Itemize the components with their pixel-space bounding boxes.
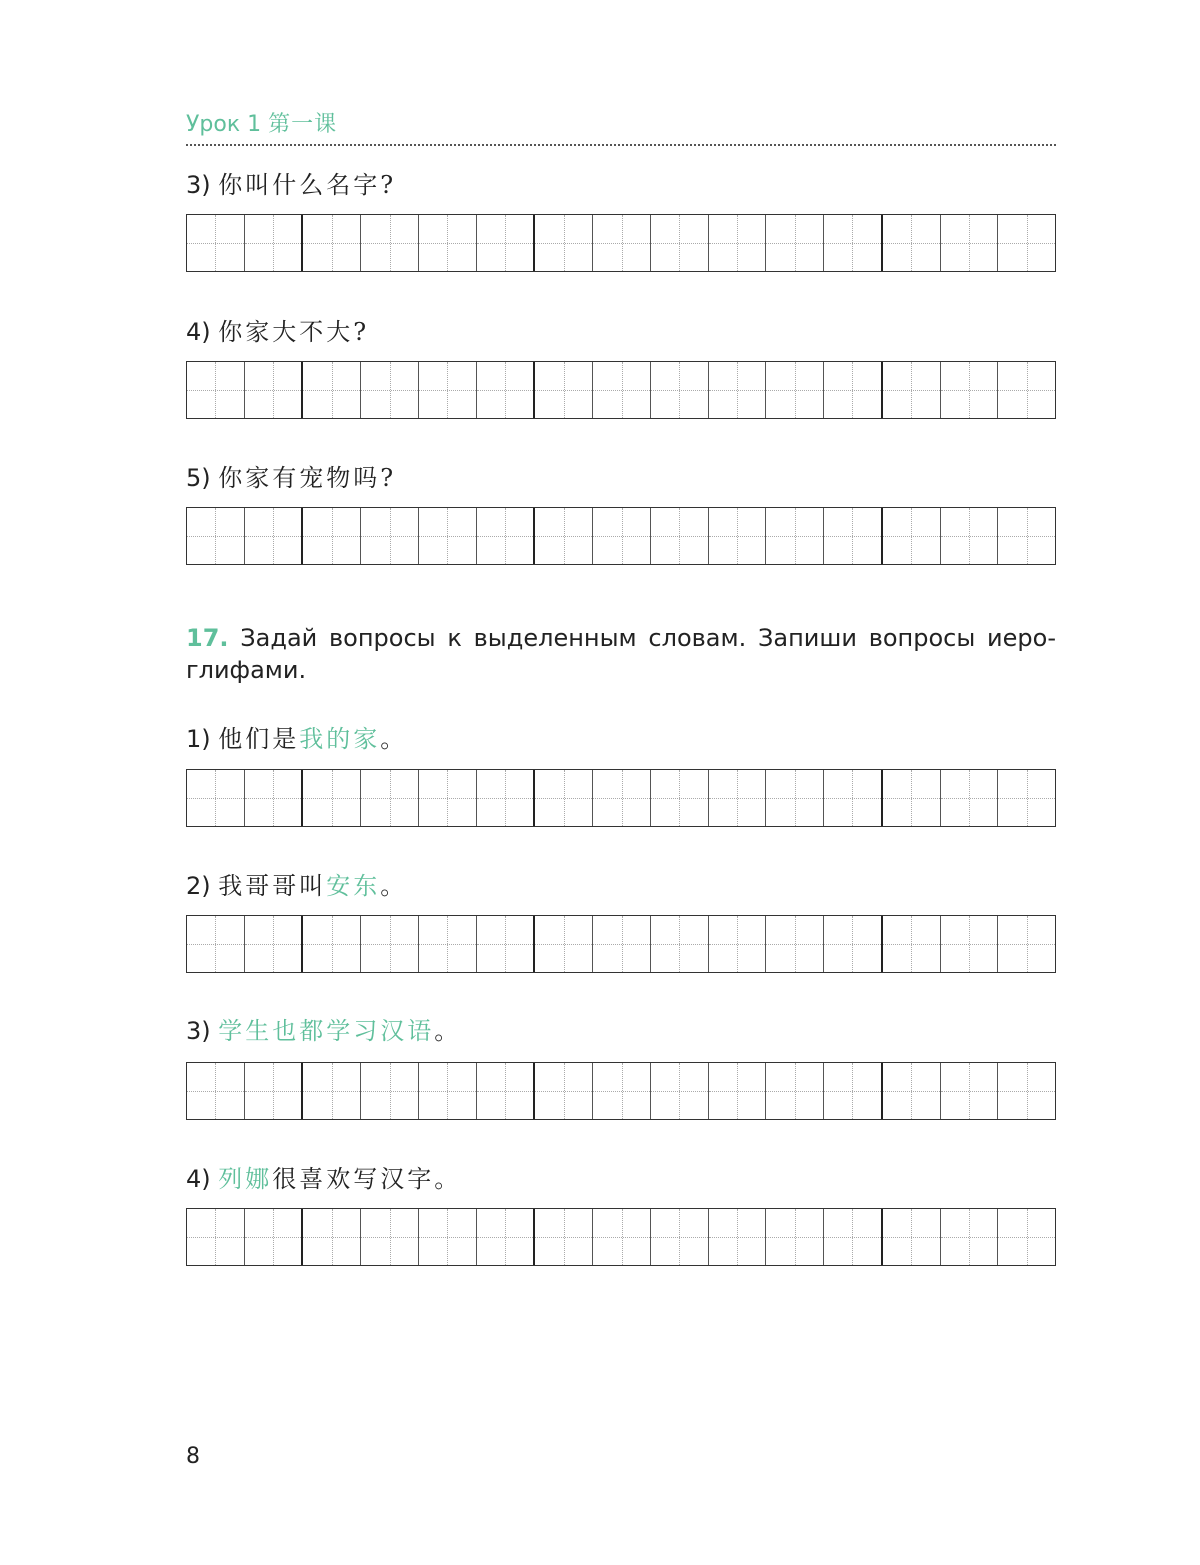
highlighted-words: 学生也都学习汉语 [218,1017,435,1045]
writing-cell[interactable] [187,916,245,972]
writing-cell[interactable] [766,215,824,271]
writing-cell[interactable] [883,362,941,418]
writing-cell[interactable] [941,770,999,826]
writing-cell[interactable] [303,508,361,564]
writing-cell[interactable] [824,1209,883,1265]
question-b3 [186,1014,461,1048]
writing-cell[interactable] [361,508,419,564]
lesson-title: Урок 1 [186,112,262,137]
writing-cell[interactable] [998,1209,1055,1265]
highlighted-words: 列娜 [218,1165,273,1193]
writing-cell[interactable] [303,362,361,418]
writing-cell[interactable] [361,362,419,418]
writing-cell[interactable] [477,362,536,418]
writing-cell[interactable] [709,1063,767,1119]
writing-cell[interactable] [941,1063,999,1119]
writing-cell[interactable] [303,215,361,271]
writing-cell[interactable] [187,362,245,418]
writing-cell[interactable] [419,1063,477,1119]
writing-cell[interactable] [593,215,651,271]
writing-cell[interactable] [477,1063,536,1119]
writing-cell[interactable] [824,362,883,418]
writing-cell[interactable] [824,916,883,972]
writing-cell[interactable] [998,916,1055,972]
writing-cell[interactable] [187,1209,245,1265]
writing-cell[interactable] [593,362,651,418]
writing-cell[interactable] [998,215,1055,271]
writing-cell[interactable] [824,508,883,564]
writing-cell[interactable] [419,215,477,271]
writing-cell[interactable] [941,508,999,564]
writing-cell[interactable] [535,362,593,418]
question-text: 你家大不大? [218,318,370,346]
writing-cell[interactable] [361,770,419,826]
writing-cell[interactable] [651,1209,709,1265]
question-text: 我哥哥叫 [218,872,327,900]
writing-cell[interactable] [593,508,651,564]
highlighted-words: 安东 [326,872,381,900]
writing-cell[interactable] [883,215,941,271]
writing-grid[interactable] [186,507,1056,565]
writing-cell[interactable] [883,1063,941,1119]
writing-cell[interactable] [709,508,767,564]
writing-cell[interactable] [766,1209,824,1265]
writing-cell[interactable] [419,1209,477,1265]
writing-cell[interactable] [535,916,593,972]
writing-cell[interactable] [709,362,767,418]
writing-cell[interactable] [245,1209,304,1265]
writing-cell[interactable] [998,1063,1055,1119]
writing-cell[interactable] [477,770,536,826]
writing-cell[interactable] [303,916,361,972]
writing-cell[interactable] [419,916,477,972]
writing-cell[interactable] [824,215,883,271]
writing-cell[interactable] [709,770,767,826]
writing-cell[interactable] [245,1063,304,1119]
lesson-title-chinese: 第一课 [268,112,338,137]
writing-cell[interactable] [941,215,999,271]
writing-cell[interactable] [303,770,361,826]
writing-cell[interactable] [535,1209,593,1265]
writing-cell[interactable] [419,508,477,564]
writing-cell[interactable] [709,916,767,972]
writing-cell[interactable] [883,508,941,564]
writing-cell[interactable] [535,508,593,564]
writing-cell[interactable] [651,1063,709,1119]
question-b2 [186,869,407,903]
writing-cell[interactable] [245,215,304,271]
writing-cell[interactable] [535,1063,593,1119]
writing-cell[interactable] [941,916,999,972]
writing-grid[interactable] [186,1062,1056,1120]
question-text: 。 [434,1017,462,1045]
writing-cell[interactable] [187,508,245,564]
writing-cell[interactable] [419,770,477,826]
page-number: 8 [186,1444,200,1469]
writing-cell[interactable] [651,362,709,418]
writing-cell[interactable] [709,215,767,271]
task-17-instructions [186,622,1056,686]
task-text: Задай вопросы к выделенным словам. Запиши вопросы иеро-глифами. [186,624,1056,684]
writing-cell[interactable] [593,770,651,826]
writing-cell[interactable] [303,1063,361,1119]
writing-cell[interactable] [998,362,1055,418]
writing-cell[interactable] [766,1063,824,1119]
writing-grid[interactable] [186,361,1056,419]
question-text: 你叫什么名字? [218,171,397,199]
writing-cell[interactable] [998,770,1055,826]
writing-cell[interactable] [883,1209,941,1265]
writing-cell[interactable] [187,1063,245,1119]
writing-cell[interactable] [361,1209,419,1265]
question-b4 [186,1162,461,1196]
writing-cell[interactable] [593,1063,651,1119]
question-text: 。 [380,725,408,753]
writing-cell[interactable] [245,770,304,826]
writing-cell[interactable] [766,362,824,418]
writing-cell[interactable] [766,770,824,826]
writing-cell[interactable] [361,1063,419,1119]
writing-cell[interactable] [477,916,536,972]
writing-cell[interactable] [535,770,593,826]
lesson-header [186,108,1056,146]
writing-cell[interactable] [651,508,709,564]
writing-cell[interactable] [824,770,883,826]
writing-cell[interactable] [824,1063,883,1119]
writing-cell[interactable] [941,1209,999,1265]
task-number: 17. [186,624,229,652]
question-text: 很喜欢写汉字。 [272,1165,462,1193]
writing-cell[interactable] [883,770,941,826]
writing-cell[interactable] [245,508,304,564]
question-number: 4) [186,318,211,346]
question-number: 3) [186,171,211,199]
writing-cell[interactable] [477,1209,536,1265]
question-text: 你家有宠物吗? [218,464,397,492]
writing-cell[interactable] [477,508,536,564]
writing-grid[interactable] [186,1208,1056,1266]
question-number: 3) [186,1017,211,1045]
question-number: 4) [186,1165,211,1193]
writing-cell[interactable] [883,916,941,972]
writing-cell[interactable] [766,916,824,972]
writing-cell[interactable] [998,508,1055,564]
writing-grid[interactable] [186,769,1056,827]
question-b1 [186,722,407,756]
question-text: 。 [380,872,408,900]
writing-cell[interactable] [593,916,651,972]
writing-cell[interactable] [766,508,824,564]
writing-cell[interactable] [535,215,593,271]
writing-cell[interactable] [187,770,245,826]
question-a2 [186,315,369,349]
question-number: 1) [186,725,211,753]
question-number: 2) [186,872,211,900]
writing-cell[interactable] [651,916,709,972]
writing-cell[interactable] [361,916,419,972]
writing-grid[interactable] [186,915,1056,973]
writing-cell[interactable] [303,1209,361,1265]
question-text: 他们是 [218,725,300,753]
question-a3 [186,461,396,495]
question-number: 5) [186,464,211,492]
writing-grid[interactable] [186,214,1056,272]
writing-cell[interactable] [651,770,709,826]
highlighted-words: 我的家 [299,725,381,753]
writing-cell[interactable] [709,1209,767,1265]
writing-cell[interactable] [477,215,536,271]
writing-cell[interactable] [361,215,419,271]
writing-cell[interactable] [941,362,999,418]
question-a1 [186,168,396,202]
writing-cell[interactable] [593,1209,651,1265]
writing-cell[interactable] [245,362,304,418]
writing-cell[interactable] [245,916,304,972]
writing-cell[interactable] [651,215,709,271]
writing-cell[interactable] [187,215,245,271]
writing-cell[interactable] [419,362,477,418]
